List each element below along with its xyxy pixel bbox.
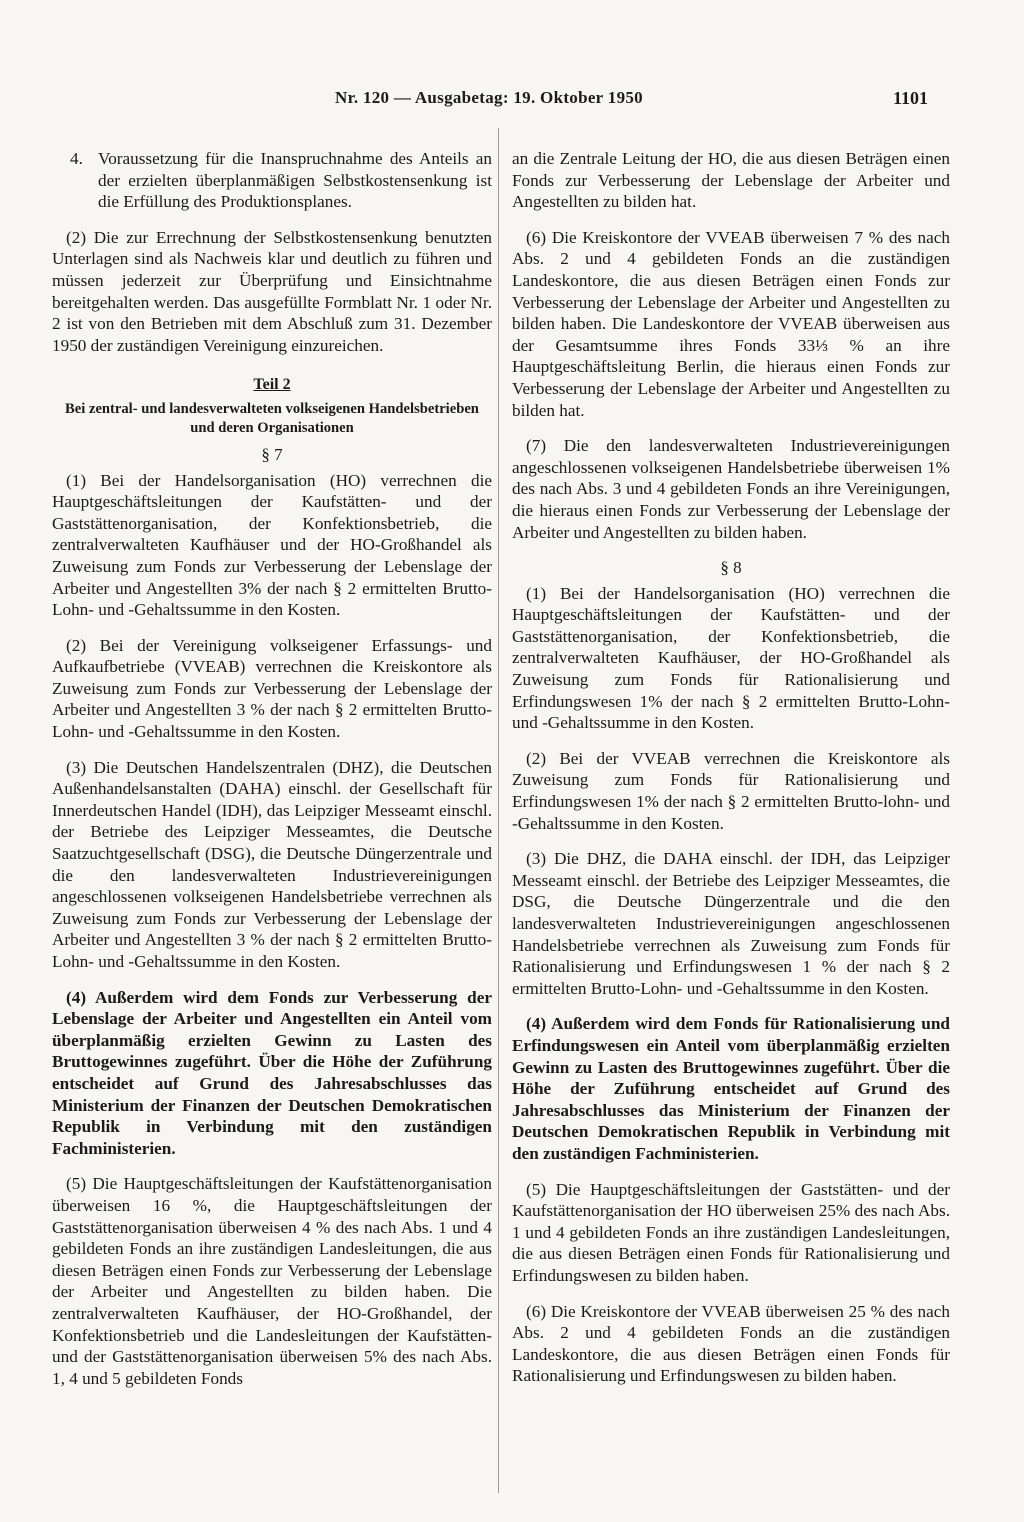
paragraph: (1) Bei der Handelsorganisation (HO) verrechnen die Hauptgeschäftsleitungen der Kaufstätten- und der Gaststättenorganisation, der Konfektionsbetrieb, die zentralverwalteten Kaufhäuser, der HO-Großhandel als Zuweisung zum Fonds für Rationalisierung und Erfindungswesen 1% der nach § 2 ermittelten Brutto-Lohn- und -Gehaltssumme in den Kosten. (512, 583, 950, 733)
part-heading: Teil 2 (253, 376, 291, 394)
section-heading: § 7 (261, 444, 283, 464)
left-column (52, 148, 492, 1403)
page-header (0, 88, 1024, 114)
paragraph: (5) Die Hauptgeschäftsleitungen der Kaufstättenorganisation überweisen 16 %, die Hauptgeschäftsleitungen der Gaststättenorganisation überweisen 4 % des nach Abs. 1 und 4 gebildeten Fonds an ihre zuständigen Landesleitungen, die aus diesen Beträgen einen Fonds zur Verbesserung der Lebenslage der Arbeiter und Angestellten zu bilden haben. Die zentralverwalteten Kaufhäuser, der HO-Großhandel, der Konfektionsbetrieb und die Landesleitungen der Kaufstätten- und der Gaststättenorganisation überweisen 5% des nach Abs. 1, 4 und 5 gebildeten Fonds (52, 1174, 492, 1388)
paragraph: an die Zentrale Leitung der HO, die aus diesen Beträgen einen Fonds zur Verbesserung der Lebenslage der Arbeiter und Angestellten zu bilden hat. (512, 149, 950, 212)
paragraph: (3) Die Deutschen Handelszentralen (DHZ), die Deutschen Außenhandelsanstalten (DAHA) einschl. der Gesellschaft für Innerdeutschen Handel (IDH), das Leipziger Messeamt einschl. der Betriebe des Leipziger Messeamtes, die Deutsche Saatzuchtgesellschaft (DSG), die Deutsche Düngerzentrale und die den landesverwalteten Industrievereinigungen angeschlossenen volkseigenen Handelsbetriebe verrechnen als Zuweisung zum Fonds zur Verbesserung der Lebenslage der Arbeiter und Angestellten 3 % der nach § 2 ermittelten Brutto-Lohn- und -Gehaltssumme in den Kosten. (52, 757, 492, 971)
paragraph: (6) Die Kreiskontore der VVEAB überweisen 7 % des nach Abs. 2 und 4 gebildeten Fonds an die zuständigen Landeskontore, die aus diesen Beträgen einen Fonds zur Verbesserung der Lebenslage der Arbeiter und Angestellten zu bilden haben. Die Landeskontore der VVEAB überweisen aus der Gesamtsumme ihres Fonds 33⅓ % an ihre Hauptgeschäftsleitung Berlin, die hieraus einen Fonds zur Verbesserung der Lebenslage der Arbeiter und Angestellten zu bilden hat. (512, 227, 950, 420)
paragraph: (5) Die Hauptgeschäftsleitungen der Gaststätten- und der Kaufstättenorganisation der HO überweisen 25% des nach Abs. 1 und 4 gebildeten Fonds an ihre zuständigen Landesleitungen, die aus diesen Beträgen einen Fonds für Rationalisierung und Erfindungswesen zu bilden haben. (512, 1179, 950, 1285)
paragraph: (6) Die Kreiskontore der VVEAB überweisen 25 % des nach Abs. 2 und 4 gebildeten Fonds an die zuständigen Landeskontore, die aus diesen Beträgen einen Fonds für Rationalisierung und Erfindungswesen zu bilden haben. (512, 1301, 950, 1386)
list-item-number: 4. (70, 149, 83, 168)
paragraph: (4) Außerdem wird dem Fonds zur Verbesserung der Lebenslage der Arbeiter und Angestellten ein Anteil vom überplanmäßig erzielten Gewinn zu Lasten des Bruttogewinnes zugeführt. Über die Höhe der Zuführung entscheidet auf Grund des Jahresabschlusses das Ministerium der Finanzen der Deutschen Demokratischen Republik in Verbindung mit den zuständigen Fachministerien. (52, 987, 492, 1158)
paragraph: (1) Bei der Handelsorganisation (HO) verrechnen die Hauptgeschäftsleitungen der Kaufstätten- und der Gaststättenorganisation, der Konfektionsbetrieb, die zentralverwalteten Kaufhäuser und der HO-Großhandel als Zuweisung zum Fonds zur Verbesserung der Lebenslage der Arbeiter und Angestellten 3% der nach § 2 ermittelten Brutto-Lohn- und -Gehaltssumme in den Kosten. (52, 470, 492, 620)
column-divider (498, 128, 499, 1493)
paragraph: (3) Die DHZ, die DAHA einschl. der IDH, das Leipziger Messeamt einschl. der Betriebe des Leipziger Messeamtes, die DSG, die Deutsche Düngerzentrale und die den landesverwalteten Industrievereinigungen angeschlossenen Handelsbetriebe verrechnen als Zuweisung zum Fonds für Rationalisierung und Erfindungswesen 1 % der nach § 2 ermittelten Brutto-Lohn- und -Gehaltssumme in den Kosten. (512, 849, 950, 998)
paragraph: (2) Bei der Vereinigung volkseigener Erfassungs- und Aufkaufbetriebe (VVEAB) verrechnen die Kreiskontore als Zuweisung zum Fonds zur Verbesserung der Lebenslage der Arbeiter und Angestellten 3 % der nach § 2 ermittelten Brutto-Lohn- und -Gehaltssumme in den Kosten. (52, 635, 492, 742)
header-title: Nr. 120 — Ausgabetag: 19. Oktober 1950 (335, 88, 643, 107)
section-heading: § 8 (720, 558, 742, 578)
page-number: 1101 (893, 88, 929, 108)
list-item-text: Voraussetzung für die Inanspruchnahme des Anteils an der erzielten überplanmäßigen Selbstkostensenkung ist die Erfüllung des Produktionsplanes. (98, 149, 492, 212)
right-column (512, 148, 950, 1401)
paragraph: (2) Bei der VVEAB verrechnen die Kreiskontore als Zuweisung zum Fonds für Rationalisierung und Erfindungswesen 1% der nach § 2 ermittelten Brutto-lohn- und -Gehaltssumme in den Kosten. (512, 748, 950, 833)
paragraph: (4) Außerdem wird dem Fonds für Rationalisierung und Erfindungswesen ein Anteil vom überplanmäßig erzielten Gewinn zu Lasten des Bruttogewinnes zugeführt. Über die Höhe der Zuführung entscheidet auf Grund des Jahresabschlusses das Ministerium der Finanzen der Deutschen Demokratischen Republik in Verbindung mit den zuständigen Fachministerien. (512, 1014, 950, 1163)
list-item (52, 148, 492, 213)
paragraph: (2) Die zur Errechnung der Selbstkostensenkung benutzten Unterlagen sind als Nachweis klar und deutlich zu führen und müssen jederzeit zur Überprüfung und Einsichtnahme bereitgehalten werden. Das ausgefüllte Formblatt Nr. 1 oder Nr. 2 ist von den Betrieben mit dem Abschluß zum 31. Dezember 1950 der zuständigen Vereinigung einzureichen. (52, 227, 492, 355)
part-subheading: Bei zentral- und landesverwalteten volkseigenen Handelsbetrieben und deren Organisationen (65, 400, 479, 436)
paragraph: (7) Die den landesverwalteten Industrievereinigungen angeschlossenen volkseigenen Handelsbetriebe überweisen 1% des nach Abs. 3 und 4 gebildeten Fonds an ihre Vereinigungen, die hieraus einen Fonds zur Verbesserung der Lebenslage der Arbeiter und Angestellten zu bilden haben. (512, 436, 950, 542)
